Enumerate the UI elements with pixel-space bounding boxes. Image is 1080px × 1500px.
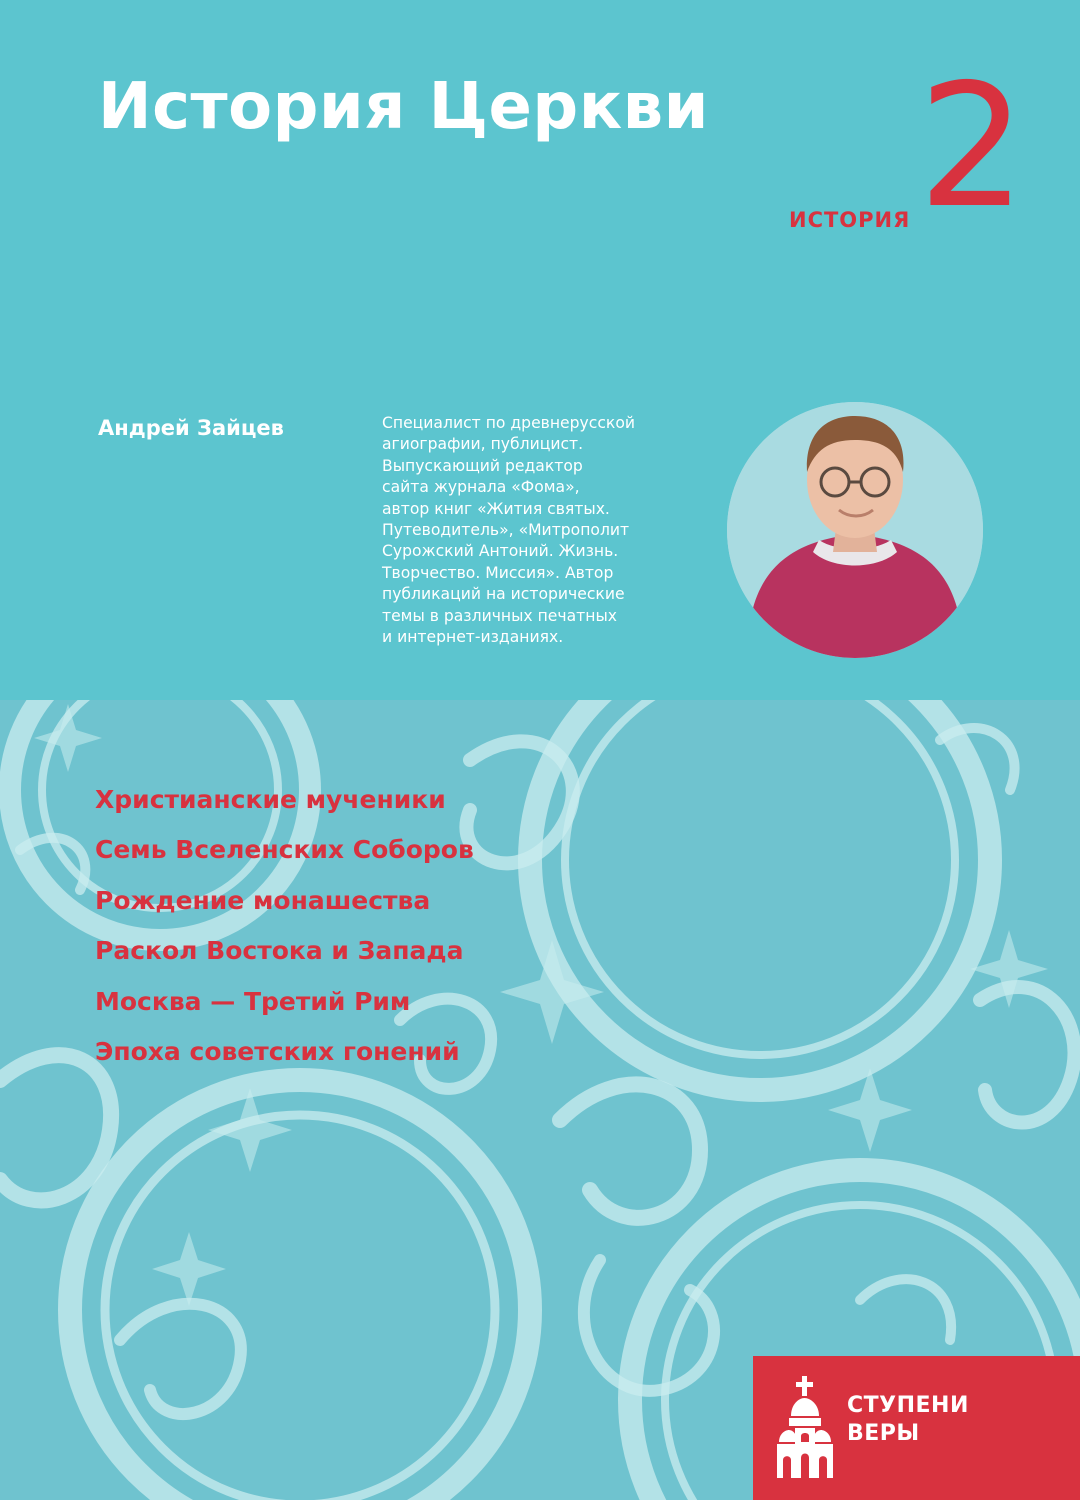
series-number: 2 [918,48,1027,246]
bio-line: Путеводитель», «Митрополит [382,521,630,540]
topic-item: Раскол Востока и Запада [95,936,464,966]
topic-item: Рождение монашества [95,885,431,915]
topic-item: Эпоха советских гонений [95,1036,460,1066]
author-bio [382,413,682,648]
logo-line-2: ВЕРЫ [847,1421,920,1446]
bio-line: Выпускающий редактор [382,456,583,475]
logo-text [847,1392,969,1448]
bio-line: Сурожский Антоний. Жизнь. [382,542,619,561]
topic-item: Христианские мученики [95,785,446,814]
author-portrait-icon [727,402,983,658]
bio-line: и интернет-изданиях. [382,628,564,647]
bio-line: автор книг «Жития святых. [382,499,610,518]
logo-line-1: СТУПЕНИ [847,1393,969,1418]
author-name: Андрей Зайцев [98,416,284,440]
bio-line: сайта журнала «Фома», [382,478,580,497]
book-title: История Церкви [98,70,709,144]
bio-line: агиографии, публицист. [382,435,584,454]
series-label: ИСТОРИЯ [789,208,911,232]
bio-line: темы в различных печатных [382,606,617,625]
bio-line: Творчество. Миссия». Автор [382,563,614,582]
publisher-logo [753,1356,1080,1500]
church-icon [775,1376,835,1480]
bio-line: публикаций на исторические [382,585,625,604]
topics-list [95,785,474,1087]
topic-item: Семь Вселенских Соборов [95,835,474,865]
topic-item: Москва — Третий Рим [95,986,411,1016]
bio-line: Специалист по древнерусской [382,414,636,432]
author-photo [727,402,983,658]
